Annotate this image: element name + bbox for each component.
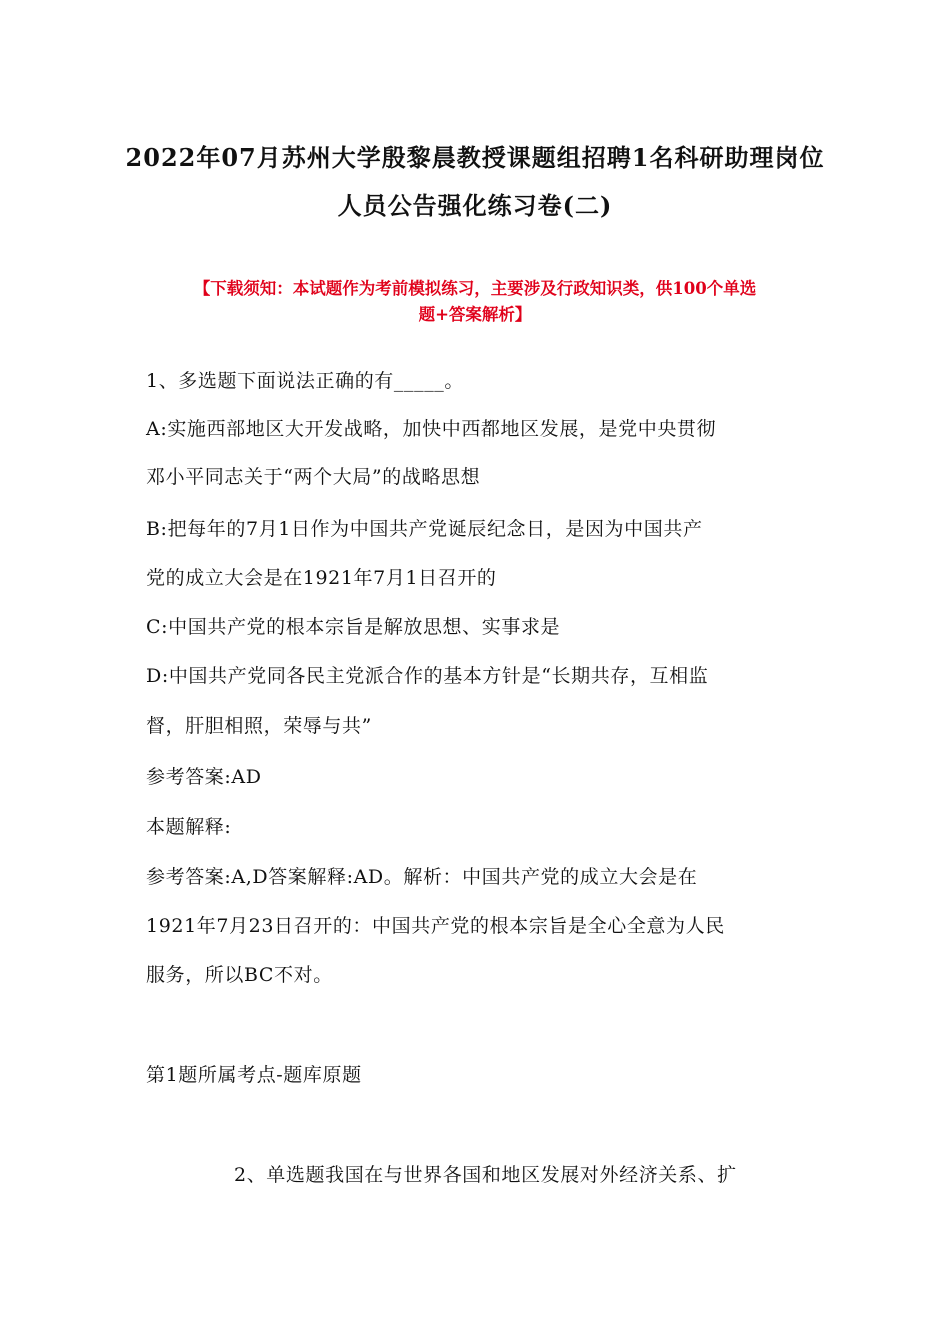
download-notice-line-2: 题+答案解析】 <box>418 305 532 324</box>
question-1-source: 第1题所属考点-题库原题 <box>146 1064 362 1086</box>
question-1-explanation-line-2: 1921年7月23日召开的：中国共产党的根本宗旨是全心全意为人民 <box>146 915 725 937</box>
question-1-option-a-line-2: 邓小平同志关于“两个大局”的战略思想 <box>146 466 481 488</box>
question-1-explanation-line-1: 参考答案:A,D答案解释:AD。解析：中国共产党的成立大会是在 <box>146 866 698 888</box>
question-1-option-b-line-2: 党的成立大会是在1921年7月1日召开的 <box>146 567 497 589</box>
question-1-stem: 1、多选题下面说法正确的有_____。 <box>146 370 464 392</box>
question-1-explanation-heading: 本题解释: <box>146 816 232 838</box>
question-1-option-c: C:中国共产党的根本宗旨是解放思想、实事求是 <box>146 616 561 638</box>
question-2-stem: 2、单选题我国在与世界各国和地区发展对外经济关系、扩 <box>234 1164 737 1186</box>
download-notice-line-1: 【下载须知：本试题作为考前模拟练习，主要涉及行政知识类，供100个单选 <box>193 279 757 298</box>
question-1-answer: 参考答案:AD <box>146 766 262 788</box>
document-title-line-1: 2022年07月苏州大学殷黎晨教授课题组招聘1名科研助理岗位 <box>125 143 825 172</box>
question-1-explanation-line-3: 服务，所以BC不对。 <box>146 964 333 986</box>
document-title-line-2: 人员公告强化练习卷(二) <box>337 191 613 220</box>
question-1-option-d-line-1: D:中国共产党同各民主党派合作的基本方针是“长期共存，互相监 <box>146 665 709 687</box>
download-notice <box>140 276 810 328</box>
question-1-option-a-line-1: A:实施西部地区大开发战略，加快中西都地区发展，是党中央贯彻 <box>146 418 717 440</box>
question-1-option-d-line-2: 督，肝胆相照，荣辱与共” <box>146 715 372 737</box>
question-1-option-b-line-1: B:把每年的7月1日作为中国共产党诞辰纪念日，是因为中国共产 <box>146 518 703 540</box>
